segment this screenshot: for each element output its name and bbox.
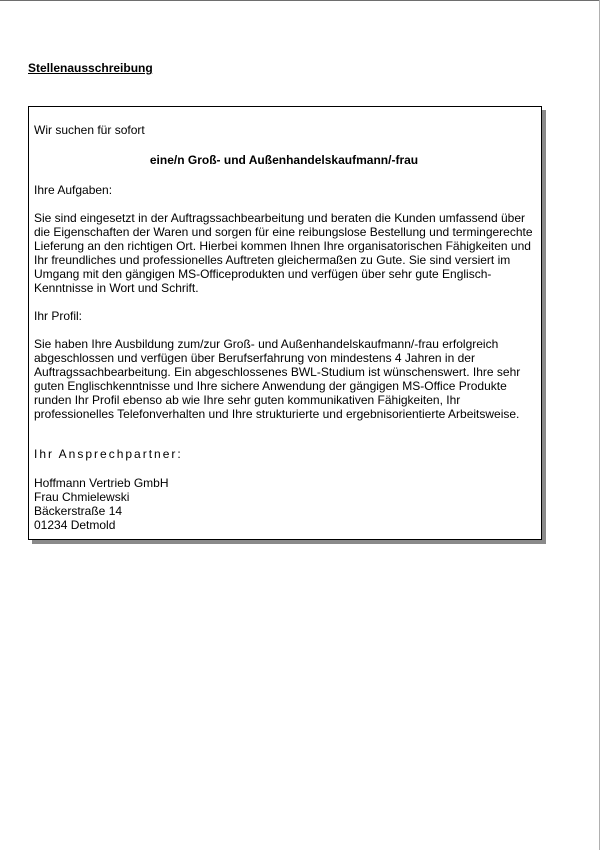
contact-label: Ihr Ansprechpartner:	[34, 447, 183, 461]
tasks-text: Sie sind eingesetzt in der Auftragssachbearbeitung und beraten die Kunden umfassend über die Eigenschaften der Waren und sorgen für eine reibungslose Bestellung und termingerechte Lieferung an den richtigen Ort. Hierbei kommen Ihnen Ihre organisatorischen Fähigkeiten und Ihr freundliches und professionelles Auftreten gleichermaßen zu Gute. Sie sind versiert im Umgang mit den gängigen MS-Officeprodukten und verfügen über sehr gute Englisch-Kenntnisse in Wort und Schrift.	[34, 211, 533, 295]
page-top-rule	[0, 0, 600, 1]
job-ad-content	[34, 123, 534, 532]
contact-street: Bäckerstraße 14	[34, 504, 123, 518]
job-ad-box	[28, 106, 542, 540]
tasks-label: Ihre Aufgaben:	[34, 183, 113, 197]
job-title: eine/n Groß- und Außenhandelskaufmann/-frau	[149, 153, 419, 167]
intro-text: Wir suchen für sofort	[34, 123, 145, 137]
contact-city: 01234 Detmold	[34, 518, 116, 532]
profile-label: Ihr Profil:	[34, 309, 83, 323]
contact-person: Frau Chmielewski	[34, 490, 130, 504]
contact-company: Hoffmann Vertrieb GmbH	[34, 476, 169, 490]
document-heading: Stellenausschreibung	[28, 61, 153, 75]
profile-text: Sie haben Ihre Ausbildung zum/zur Groß- und Außenhandelskaufmann/-frau erfolgreich abgeschlossen und verfügen über Berufserfahrung von mindestens 4 Jahren in der Auftragssachbearbeitung. Ein abgeschlossenes BWL-Studium ist wünschenswert. Ihre sehr guten Englischkenntnisse und Ihre sichere Anwendung der gängigen MS-Office Produkte runden Ihr Profil ebenso ab wie Ihre sehr guten kommunikativen Fähigkeiten, Ihr professionelles Telefonverhalten und Ihre strukturierte und ergebnisorientierte Arbeitsweise.	[34, 337, 521, 421]
